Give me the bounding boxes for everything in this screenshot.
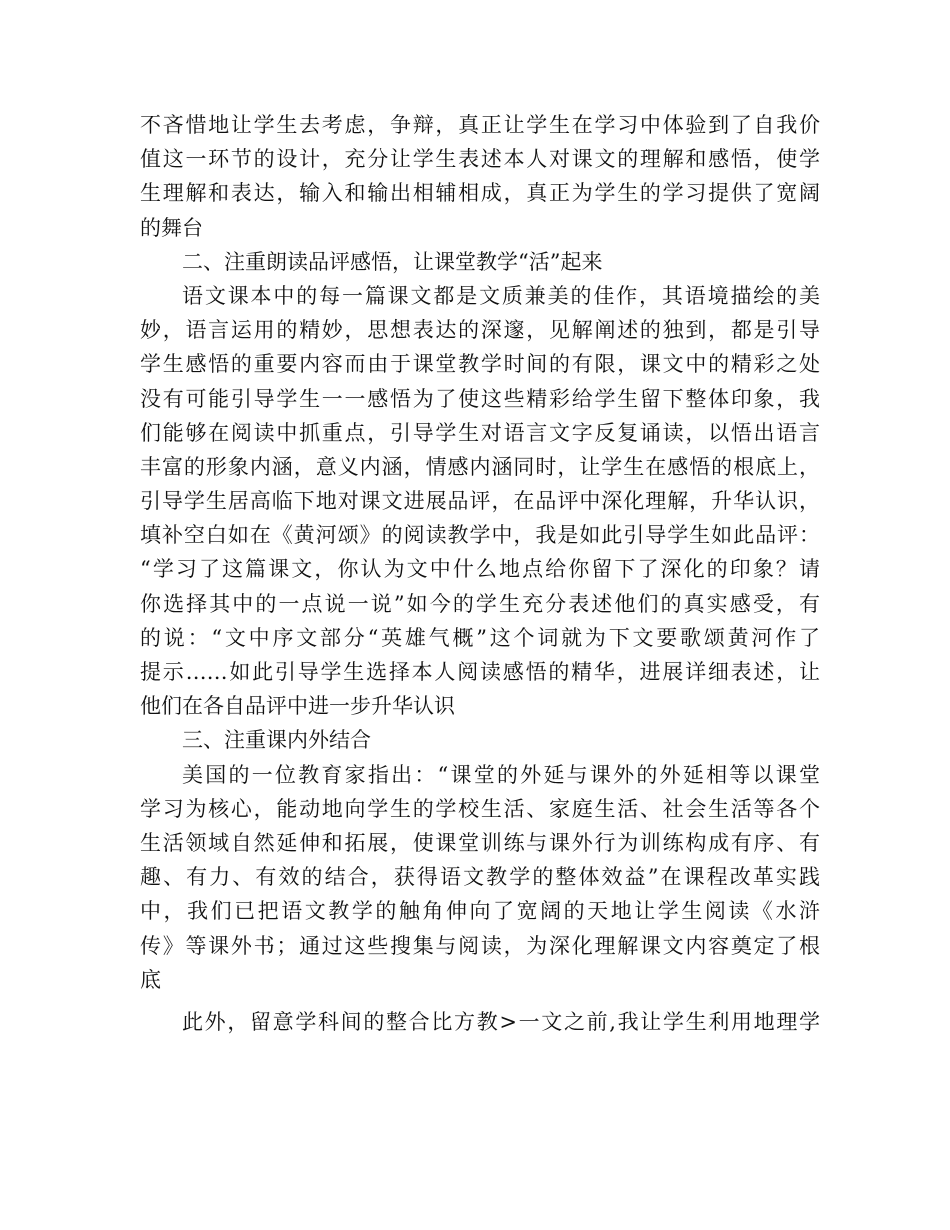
text-line: 提示……如此引导学生选择本人阅读感悟的精华，进展详细表述，让 xyxy=(140,660,820,684)
text-line: 学生感悟的重要内容而由于课堂教学时间的有限，课文中的精彩之处 xyxy=(140,352,820,377)
text-line: 学习为核心，能动地向学生的学校生活、家庭生活、社会生活等各个 xyxy=(140,796,820,821)
text-line: 你选择其中的一点说一说”如今的学生充分表述他们的真实感受，有 xyxy=(140,591,820,616)
document-body xyxy=(140,108,820,1039)
text-line: 生活领域自然延伸和拓展，使课堂训练与课外行为训练构成有序、有 xyxy=(140,830,820,855)
paragraph-reading xyxy=(140,279,820,723)
text-line: 引导学生居高临下地对课文进展品评，在品评中深化理解，升华认识， xyxy=(140,489,820,514)
text-line: 的舞台 xyxy=(140,215,203,240)
text-line: 值这一环节的设计，充分让学生表述本人对课文的理解和感悟，使学 xyxy=(140,147,820,172)
paragraph-integration xyxy=(140,758,820,997)
paragraph-continuation xyxy=(140,108,820,245)
section-heading-3 xyxy=(140,723,820,757)
text-line: 美国的一位教育家指出：“课堂的外延与课外的外延相等以课堂 xyxy=(182,762,820,787)
text-line: 语文课本中的每一篇课文都是文质兼美的佳作，其语境描绘的美 xyxy=(182,283,820,308)
heading-text: 二、注重朗读品评感悟，让课堂教学“活”起来 xyxy=(182,249,603,274)
text-line: 丰富的形象内涵，意义内涵，情感内涵同时，让学生在感悟的根底上， xyxy=(140,454,820,479)
heading-text: 三、注重课内外结合 xyxy=(182,728,371,753)
paragraph-final xyxy=(140,1005,820,1039)
text-line: 传》等课外书；通过这些搜集与阅读，为深化理解课文内容奠定了根 xyxy=(140,933,820,958)
section-heading-2 xyxy=(140,245,820,279)
text-line: 的说：“文中序文部分“英雄气概”这个词就为下文要歌颂黄河作了 xyxy=(140,625,820,650)
text-line: 生理解和表达，输入和输出相辅相成，真正为学生的学习提供了宽阔 xyxy=(140,181,820,206)
text-line: 没有可能引导学生一一感悟为了使这些精彩给学生留下整体印象，我 xyxy=(140,386,820,411)
text-line: 他们在各自品评中进一步升华认识 xyxy=(140,694,455,719)
text-line: 底 xyxy=(140,967,161,992)
paragraph-spacer xyxy=(140,997,820,1005)
text-line: 妙，语言运用的精妙，思想表达的深邃，见解阐述的独到，都是引导 xyxy=(140,318,820,343)
text-line: 们能够在阅读中抓重点，引导学生对语言文字反复诵读，以悟出语言 xyxy=(140,420,820,445)
text-line: “学习了这篇课文，你认为文中什么地点给你留下了深化的印象？请 xyxy=(140,557,820,582)
text-line: 中，我们已把语文教学的触角伸向了宽阔的天地让学生阅读《水浒 xyxy=(140,899,820,924)
text-line: 此外，留意学科间的整合比方教>一文之前,我让学生利用地理学 xyxy=(182,1009,820,1034)
text-line: 不吝惜地让学生去考虑，争辩，真正让学生在学习中体验到了自我价 xyxy=(140,113,820,137)
text-line: 填补空白如在《黄河颂》的阅读教学中，我是如此引导学生如此品评： xyxy=(140,523,820,548)
text-line: 趣、有力、有效的结合，获得语文教学的整体效益”在课程改革实践 xyxy=(140,865,820,890)
